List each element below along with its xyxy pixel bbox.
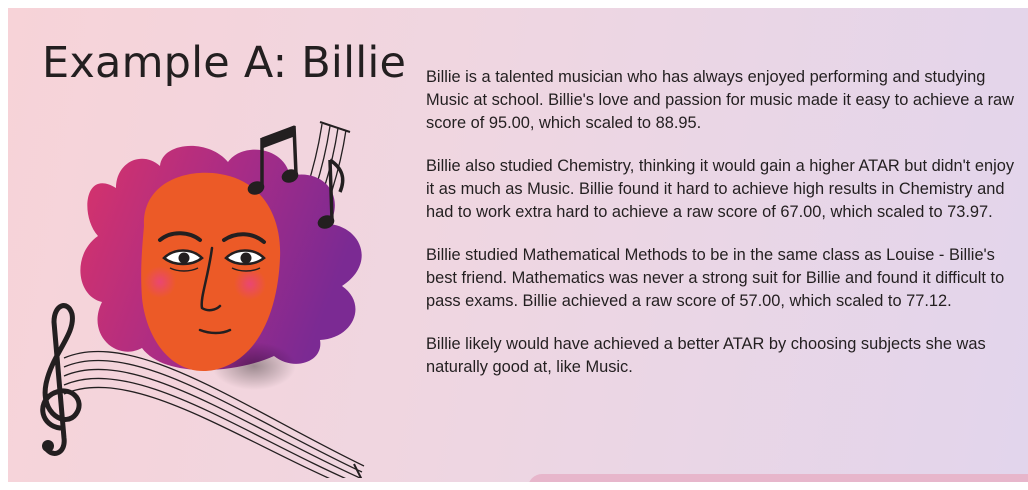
singing-face-with-music-notes-illustration — [24, 108, 394, 478]
clef-dot — [42, 440, 54, 452]
left-cheek — [144, 266, 176, 298]
page-title: Example A: Billie — [42, 38, 407, 88]
treble-clef-icon — [43, 306, 79, 454]
paragraph-chemistry: Billie also studied Chemistry, thinking it would gain a higher ATAR but didn't enjoy it as much as Music. Billie found it hard to achieve high results in Chemistry and had to work extra hard to achieve a raw score of 67.00, which scaled to 73.97. — [426, 157, 1015, 221]
bottom-decorative-tab — [528, 474, 1028, 482]
paragraph-music: Billie is a talented musician who has always enjoyed performing and studying Music at school. Billie's love and passion for music made it easy to achieve a raw score of 95.00, which scaled to 88.95. — [426, 68, 1014, 132]
example-card — [8, 8, 1028, 482]
paragraph-mathematics: Billie studied Mathematical Methods to be in the same class as Louise - Billie's best friend. Mathematics was never a strong suit for Billie and found it difficult to pass exams. Billie achieved a raw score of 57.00, which scaled to 77.12. — [426, 246, 1005, 310]
paragraph-conclusion: Billie likely would have achieved a better ATAR by choosing subjects she was naturally good at, like Music. — [426, 335, 986, 376]
right-cheek — [234, 268, 266, 300]
story-text — [426, 66, 1021, 399]
